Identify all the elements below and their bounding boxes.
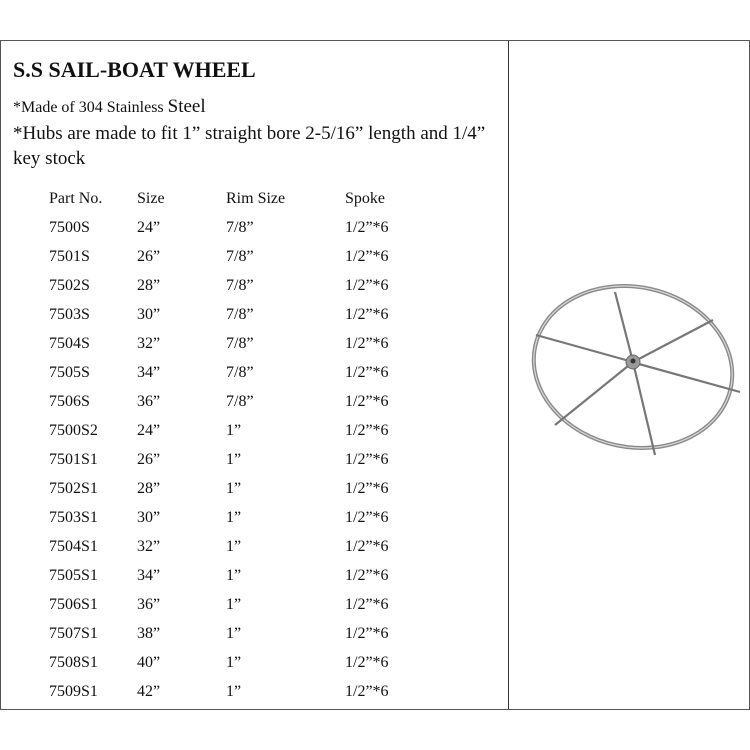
table-cell: 1/2”*6: [345, 364, 389, 381]
table-cell: 7502S1: [49, 480, 98, 497]
table-cell: 26”: [137, 248, 161, 265]
table-cell: 1/2”*6: [345, 683, 389, 700]
table-cell: 7/8”: [226, 335, 254, 352]
table-cell: 7505S1: [49, 567, 98, 584]
table-cell: 7503S: [49, 306, 90, 323]
material-note-suffix: Steel: [167, 96, 206, 117]
table-cell: 7500S2: [49, 422, 98, 439]
table-cell: 36”: [137, 596, 161, 613]
table-cell: 7/8”: [226, 364, 254, 381]
table-cell: 1”: [226, 567, 242, 584]
table-cell: Size: [137, 190, 165, 207]
table-cell: 28”: [137, 480, 161, 497]
table-cell: 1/2”*6: [345, 451, 389, 468]
table-row: [49, 450, 425, 479]
table-cell: 34”: [137, 567, 161, 584]
table-cell: 34”: [137, 364, 161, 381]
table-cell: 7501S1: [49, 451, 98, 468]
table-cell: 1/2”*6: [345, 625, 389, 642]
table-cell: 1/2”*6: [345, 480, 389, 497]
table-row: [49, 682, 425, 711]
table-cell: 1/2”*6: [345, 422, 389, 439]
table-cell: 7501S: [49, 248, 90, 265]
table-row: [49, 305, 425, 334]
table-cell: 7504S: [49, 335, 90, 352]
table-cell: 7507S1: [49, 625, 98, 642]
table-cell: 7/8”: [226, 248, 254, 265]
table-cell: 1/2”*6: [345, 219, 389, 236]
table-cell: 28”: [137, 277, 161, 294]
table-cell: 38”: [137, 625, 161, 642]
table-cell: 1”: [226, 625, 242, 642]
table-cell: 1”: [226, 480, 242, 497]
table-cell: 7502S: [49, 277, 90, 294]
table-cell: 1”: [226, 654, 242, 671]
table-cell: 1/2”*6: [345, 567, 389, 584]
table-cell: 24”: [137, 219, 161, 236]
table-cell: 1”: [226, 596, 242, 613]
table-cell: 7/8”: [226, 306, 254, 323]
sail-boat-wheel-image: [520, 275, 745, 470]
table-cell: 30”: [137, 509, 161, 526]
table-cell: 7506S: [49, 393, 90, 410]
table-cell: Spoke: [345, 190, 385, 207]
table-cell: Part No.: [49, 190, 103, 207]
table-cell: 7/8”: [226, 277, 254, 294]
table-row: [49, 247, 425, 276]
table-row: [49, 276, 425, 305]
table-row: [49, 508, 425, 537]
table-cell: 40”: [137, 654, 161, 671]
table-cell: 1/2”*6: [345, 538, 389, 555]
hub-note: *Hubs are made to fit 1” straight bore 2-5/16” length and 1/4” key stock: [13, 123, 486, 169]
table-cell: 7504S1: [49, 538, 98, 555]
table-cell: 1”: [226, 683, 242, 700]
table-row: [49, 595, 425, 624]
spec-table: [49, 189, 425, 711]
table-row: [49, 363, 425, 392]
table-row: [49, 624, 425, 653]
table-header-row: [49, 189, 425, 218]
table-cell: 24”: [137, 422, 161, 439]
table-cell: 7/8”: [226, 393, 254, 410]
table-cell: 30”: [137, 306, 161, 323]
table-cell: 1/2”*6: [345, 335, 389, 352]
table-cell: 1”: [226, 509, 242, 526]
table-cell: 7505S: [49, 364, 90, 381]
table-cell: 26”: [137, 451, 161, 468]
table-cell: 7506S1: [49, 596, 98, 613]
table-cell: 42”: [137, 683, 161, 700]
table-row: [49, 653, 425, 682]
table-cell: 1”: [226, 538, 242, 555]
table-cell: 1/2”*6: [345, 277, 389, 294]
table-cell: 7500S: [49, 219, 90, 236]
column-divider: [508, 41, 509, 709]
table-row: [49, 479, 425, 508]
table-row: [49, 334, 425, 363]
material-note: [13, 96, 206, 118]
table-cell: 7509S1: [49, 683, 98, 700]
table-cell: 1/2”*6: [345, 596, 389, 613]
table-cell: 32”: [137, 335, 161, 352]
table-cell: 7/8”: [226, 219, 254, 236]
table-row: [49, 566, 425, 595]
table-row: [49, 218, 425, 247]
table-row: [49, 537, 425, 566]
table-cell: 1/2”*6: [345, 509, 389, 526]
table-cell: 1”: [226, 451, 242, 468]
table-cell: 36”: [137, 393, 161, 410]
table-cell: 32”: [137, 538, 161, 555]
table-row: [49, 392, 425, 421]
page-title: S.S SAIL-BOAT WHEEL: [13, 57, 256, 82]
table-cell: Rim Size: [226, 190, 286, 207]
table-cell: 7508S1: [49, 654, 98, 671]
table-cell: 1”: [226, 422, 242, 439]
table-cell: 1/2”*6: [345, 654, 389, 671]
table-cell: 1/2”*6: [345, 306, 389, 323]
table-row: [49, 421, 425, 450]
material-note-text: *Made of 304 Stainless: [13, 99, 164, 116]
table-cell: 1/2”*6: [345, 248, 389, 265]
table-cell: 1/2”*6: [345, 393, 389, 410]
table-cell: 7503S1: [49, 509, 98, 526]
